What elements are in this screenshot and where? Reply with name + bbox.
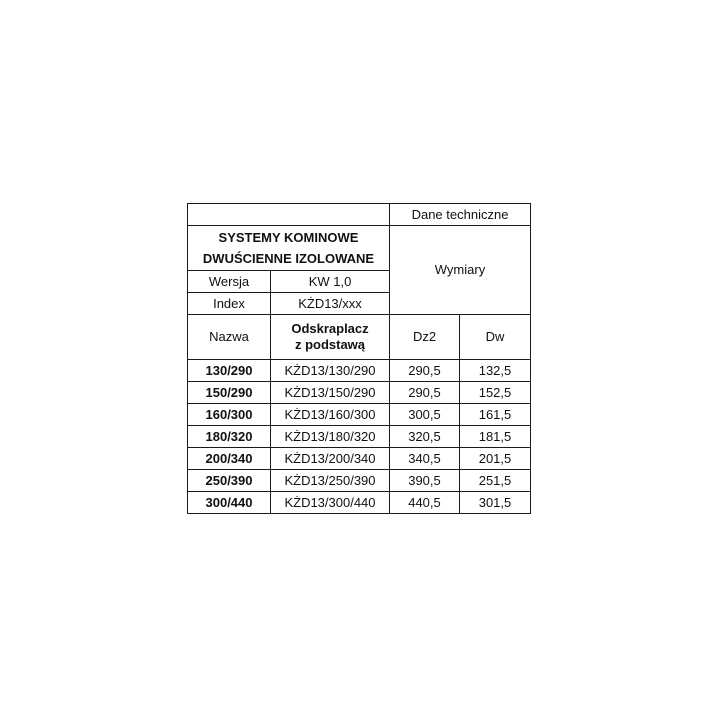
dane-techniczne-heading: Dane techniczne bbox=[390, 204, 531, 226]
row-dz2: 390,5 bbox=[390, 470, 460, 492]
row-nazwa: 150/290 bbox=[188, 382, 271, 404]
wersja-value: KW 1,0 bbox=[271, 271, 390, 293]
table-row bbox=[188, 226, 531, 271]
row-nazwa: 160/300 bbox=[188, 404, 271, 426]
row-dw: 161,5 bbox=[460, 404, 531, 426]
row-dw: 152,5 bbox=[460, 382, 531, 404]
row-kod: KŻD13/200/340 bbox=[271, 448, 390, 470]
table-row bbox=[188, 448, 531, 470]
system-title-cell bbox=[188, 226, 390, 271]
row-nazwa: 180/320 bbox=[188, 426, 271, 448]
row-nazwa: 200/340 bbox=[188, 448, 271, 470]
row-dw: 181,5 bbox=[460, 426, 531, 448]
index-label: Index bbox=[188, 293, 271, 315]
row-nazwa: 250/390 bbox=[188, 470, 271, 492]
col-header-dz2: Dz2 bbox=[390, 315, 460, 360]
wersja-label: Wersja bbox=[188, 271, 271, 293]
col-header-product-line2: z podstawą bbox=[294, 337, 366, 352]
system-title-line2: DWUŚCIENNE IZOLOWANE bbox=[202, 251, 375, 266]
col-header-nazwa: Nazwa bbox=[188, 315, 271, 360]
blank-header-cell bbox=[188, 204, 390, 226]
row-kod: KŻD13/250/390 bbox=[271, 470, 390, 492]
row-dz2: 340,5 bbox=[390, 448, 460, 470]
row-dz2: 290,5 bbox=[390, 382, 460, 404]
technical-spec-table bbox=[187, 203, 531, 514]
table-row bbox=[188, 382, 531, 404]
table-row bbox=[188, 360, 531, 382]
row-kod: KŻD13/130/290 bbox=[271, 360, 390, 382]
table-row bbox=[188, 204, 531, 226]
row-kod: KŻD13/160/300 bbox=[271, 404, 390, 426]
row-nazwa: 130/290 bbox=[188, 360, 271, 382]
row-dw: 251,5 bbox=[460, 470, 531, 492]
row-nazwa: 300/440 bbox=[188, 492, 271, 514]
row-dw: 201,5 bbox=[460, 448, 531, 470]
row-dz2: 440,5 bbox=[390, 492, 460, 514]
row-dw: 132,5 bbox=[460, 360, 531, 382]
row-kod: KŻD13/300/440 bbox=[271, 492, 390, 514]
col-header-product bbox=[271, 315, 390, 360]
wymiary-heading: Wymiary bbox=[390, 226, 531, 315]
row-kod: KŻD13/180/320 bbox=[271, 426, 390, 448]
table-row bbox=[188, 426, 531, 448]
col-header-product-line1: Odskraplacz bbox=[291, 321, 369, 336]
row-kod: KŻD13/150/290 bbox=[271, 382, 390, 404]
table-row bbox=[188, 404, 531, 426]
col-header-dw: Dw bbox=[460, 315, 531, 360]
row-dz2: 300,5 bbox=[390, 404, 460, 426]
row-dz2: 290,5 bbox=[390, 360, 460, 382]
column-header-row bbox=[188, 315, 531, 360]
row-dz2: 320,5 bbox=[390, 426, 460, 448]
table-row bbox=[188, 470, 531, 492]
index-value: KŻD13/xxx bbox=[271, 293, 390, 315]
row-dw: 301,5 bbox=[460, 492, 531, 514]
system-title-line1: SYSTEMY KOMINOWE bbox=[218, 230, 359, 245]
table-row bbox=[188, 492, 531, 514]
